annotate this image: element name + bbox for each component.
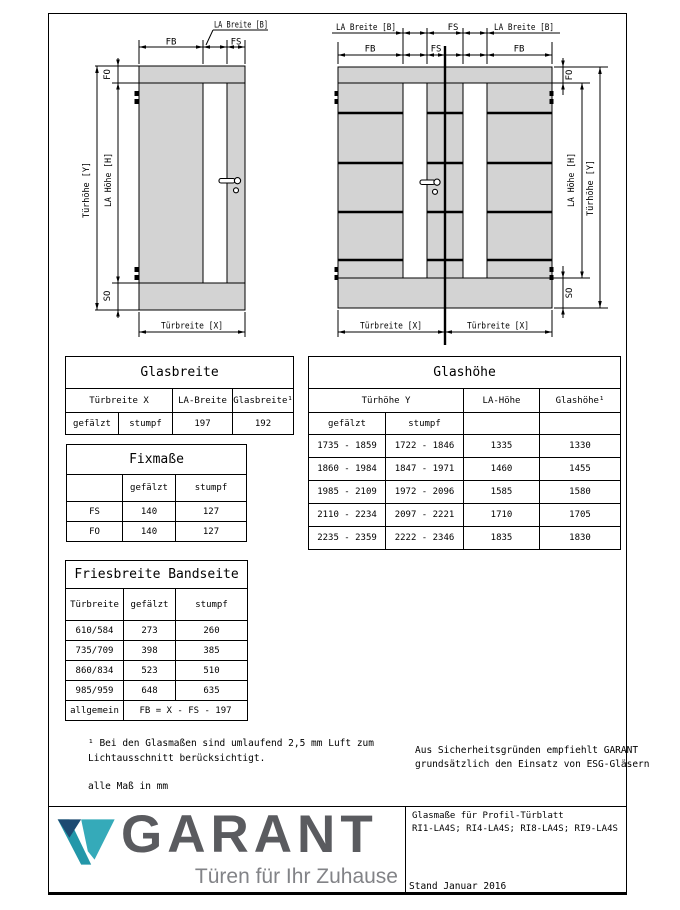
row-header: 860/834	[66, 661, 124, 681]
brand-wordmark: GARANT	[121, 805, 378, 864]
cell: 1835	[464, 527, 540, 550]
glass-footnote-line1: ¹ Bei den Glasmaßen sind umlaufend 2,5 mm Luft zum	[88, 738, 374, 749]
column-header: gefälzt	[123, 475, 176, 502]
column-header: Türbreite X	[66, 389, 173, 413]
tuerhoehe-label: Türhöhe [Y]	[586, 156, 596, 216]
table-title: Glasbreite	[66, 357, 294, 389]
cell: 523	[124, 661, 176, 681]
friesbreite-table	[65, 560, 248, 721]
fixmasse-table	[66, 444, 247, 542]
tuerbreite-right-label: Türbreite [X]	[467, 321, 529, 332]
cell	[540, 413, 621, 435]
cell: 1860 - 1984	[309, 458, 386, 481]
cell: 260	[176, 621, 248, 641]
double-door-diagram	[332, 23, 608, 345]
cell: 140	[123, 502, 176, 522]
so-label: SO	[565, 287, 575, 299]
door-leaf-left	[338, 67, 445, 308]
column-header: stumpf	[176, 589, 248, 621]
cell: 127	[176, 522, 247, 542]
fs-mid-label: FS	[430, 44, 442, 55]
fb-right-label: FB	[513, 44, 525, 55]
cell: 127	[176, 502, 247, 522]
la-breite-left-label: LA Breite [B]	[336, 23, 396, 33]
column-header: LA-Höhe	[464, 389, 540, 413]
cell: 2222 - 2346	[386, 527, 464, 550]
cell: 192	[233, 413, 294, 435]
cell: 1330	[540, 435, 621, 458]
la-hoehe-label: LA Höhe [H]	[567, 147, 577, 207]
row-header: FS	[67, 502, 123, 522]
fo-label: FO	[565, 69, 575, 81]
single-door-diagram	[82, 21, 268, 338]
formula-cell: FB = X - FS - 197	[124, 701, 248, 721]
column-header: stumpf	[176, 475, 247, 502]
glasbreite-table	[65, 356, 294, 435]
table-title: Fixmaße	[67, 445, 247, 475]
row-header: 735/709	[66, 641, 124, 661]
cell: 1460	[464, 458, 540, 481]
tuerbreite-label: Türbreite [X]	[161, 321, 223, 332]
column-header: Türbreite	[66, 589, 124, 621]
door-leaf-right	[445, 67, 552, 308]
doc-title-block	[412, 810, 618, 836]
door-leaf	[139, 66, 245, 310]
cell: 635	[176, 681, 248, 701]
cell: 1830	[540, 527, 621, 550]
cell: 1455	[540, 458, 621, 481]
logo-navy-triangle	[58, 819, 81, 837]
cell: 1847 - 1971	[386, 458, 464, 481]
doc-title-line2: RI1-LA4S; RI4-LA4S; RI8-LA4S; RI9-LA4S	[412, 824, 618, 834]
fb-left-label: FB	[364, 44, 376, 55]
column-header: LA-Breite	[173, 389, 233, 413]
cell: 1585	[464, 481, 540, 504]
cell: 2235 - 2359	[309, 527, 386, 550]
safety-note-line2: grundsätzlich den Einsatz von ESG-Gläsern	[415, 759, 650, 770]
fs-label: FS	[230, 37, 242, 48]
table-title: Friesbreite Bandseite	[66, 561, 248, 589]
cell: 1735 - 1859	[309, 435, 386, 458]
cell: gefälzt	[66, 413, 119, 435]
cell: 385	[176, 641, 248, 661]
fb-label: FB	[165, 37, 177, 48]
row-header: allgemein	[66, 701, 124, 721]
cell: 2110 - 2234	[309, 504, 386, 527]
column-subheader: stumpf	[386, 413, 464, 435]
cell: 1580	[540, 481, 621, 504]
tuerhoehe-label: Türhöhe [Y]	[82, 158, 92, 218]
cell: 2097 - 2221	[386, 504, 464, 527]
cell: 197	[173, 413, 233, 435]
cell: 140	[123, 522, 176, 542]
revision-date: Stand Januar 2016	[409, 881, 507, 892]
hinge-marks	[135, 91, 139, 280]
doc-title-line1: Glasmaße für Profil-Türblatt	[412, 811, 564, 821]
cell: 1335	[464, 435, 540, 458]
brand-tagline: Türen für Ihr Zuhause	[194, 865, 398, 888]
row-header: FO	[67, 522, 123, 542]
column-header: gefälzt	[124, 589, 176, 621]
cell: 1705	[540, 504, 621, 527]
column-header: Türhöhe Y	[309, 389, 464, 413]
row-header: 610/584	[66, 621, 124, 641]
cell: 273	[124, 621, 176, 641]
cell	[67, 475, 123, 502]
cell	[464, 413, 540, 435]
cell: 1710	[464, 504, 540, 527]
safety-note-line1: Aus Sicherheitsgründen empfiehlt GARANT	[415, 745, 639, 756]
fs-top-label: FS	[447, 23, 459, 33]
column-subheader: gefälzt	[309, 413, 386, 435]
tuerbreite-left-label: Türbreite [X]	[360, 321, 422, 332]
la-breite-label: LA Breite [B]	[214, 20, 268, 31]
cell: 648	[124, 681, 176, 701]
cell: 510	[176, 661, 248, 681]
glass-cutout-right	[463, 83, 487, 278]
glass-footnote-line2: Lichtausschnitt berücksichtigt.	[88, 753, 266, 764]
la-hoehe-label: LA Höhe [H]	[104, 147, 114, 207]
logo-right-arm	[81, 819, 115, 859]
table-title: Glashöhe	[309, 357, 621, 389]
fo-label: FO	[103, 69, 113, 80]
units-note: alle Maß in mm	[88, 781, 169, 792]
column-header: Glasbreite¹	[233, 389, 294, 413]
so-label: SO	[103, 290, 113, 302]
footer-divider	[405, 806, 406, 892]
cell: 1972 - 2096	[386, 481, 464, 504]
cell: stumpf	[119, 413, 173, 435]
door-drawings	[0, 0, 680, 350]
la-breite-right-label: LA Breite [B]	[494, 23, 554, 33]
row-header: 985/959	[66, 681, 124, 701]
glashoehe-table	[308, 356, 621, 550]
cell: 398	[124, 641, 176, 661]
cell: 1722 - 1846	[386, 435, 464, 458]
column-header: Glashöhe¹	[540, 389, 621, 413]
garant-logo-icon	[56, 811, 118, 873]
cell: 1985 - 2109	[309, 481, 386, 504]
